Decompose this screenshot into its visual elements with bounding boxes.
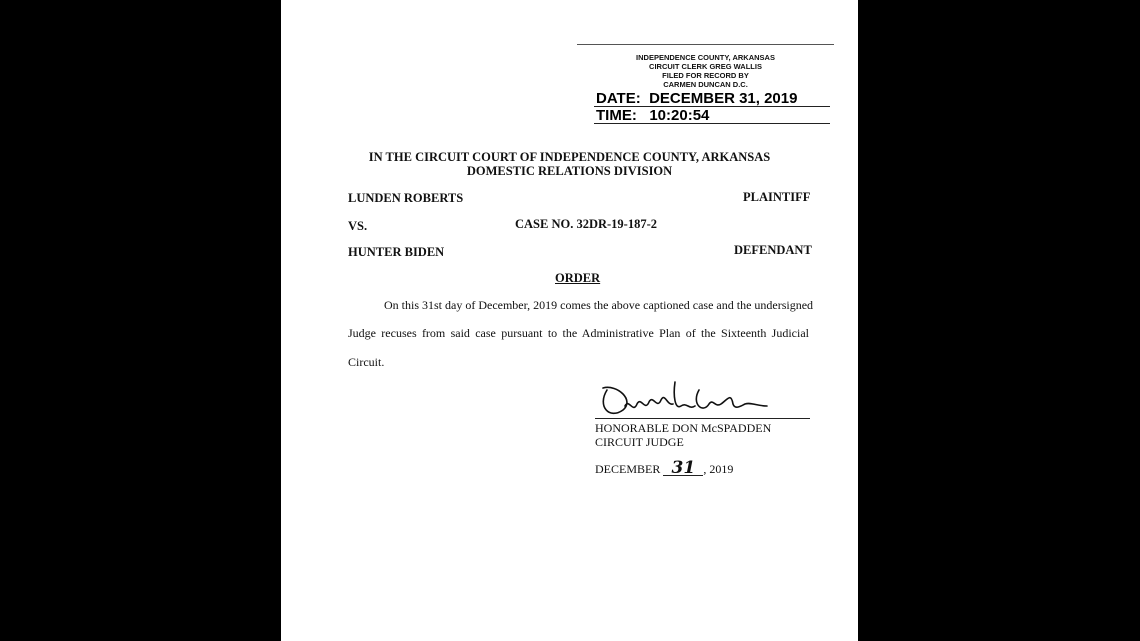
stamp-deputy: CARMEN DUNCAN D.C. <box>663 80 748 89</box>
document-page <box>281 0 858 641</box>
stamp-time-label: TIME: <box>596 107 637 124</box>
signature-date <box>595 458 734 478</box>
order-text-line-1: On this 31st day of December, 2019 comes the above captioned case and the undersigned <box>384 298 814 312</box>
stamp-info <box>577 53 834 89</box>
signature-date-prefix: DECEMBER <box>595 462 661 476</box>
filing-stamp <box>577 44 834 124</box>
stamp-time-underline <box>594 123 830 124</box>
stamp-date <box>596 90 797 107</box>
stamp-time-value: 10:20:54 <box>649 107 710 124</box>
defendant-name: HUNTER BIDEN <box>348 245 445 259</box>
signature-line <box>595 418 810 419</box>
case-number: CASE NO. 32DR-19-187-2 <box>515 217 658 231</box>
judge-signature <box>595 376 775 422</box>
defendant-label: DEFENDANT <box>734 243 812 257</box>
stamp-filed-by: FILED FOR RECORD BY <box>662 71 749 80</box>
court-heading: IN THE CIRCUIT COURT OF INDEPENDENCE COUNTY, ARKANSAS <box>368 150 771 164</box>
stamp-date-label: DATE: <box>596 90 641 107</box>
order-text-line-2: Judge recuses from said case pursuant to the Administrative Plan of the Sixteenth Judicial <box>348 326 809 340</box>
plaintiff-label: PLAINTIFF <box>743 190 811 204</box>
plaintiff-name: LUNDEN ROBERTS <box>348 191 464 205</box>
stamp-county: INDEPENDENCE COUNTY, ARKANSAS <box>636 53 775 62</box>
judge-title: CIRCUIT JUDGE <box>595 435 684 449</box>
signature-date-day: 31 <box>663 461 703 476</box>
signature-date-suffix: , 2019 <box>703 462 734 476</box>
stamp-top-line <box>577 44 834 45</box>
judge-name: HONORABLE DON McSPADDEN <box>595 421 772 435</box>
stamp-clerk: CIRCUIT CLERK GREG WALLIS <box>649 62 762 71</box>
order-text-line-3: Circuit. <box>348 355 385 369</box>
vs-label: VS. <box>348 219 368 233</box>
order-title: ORDER <box>555 271 601 285</box>
division-heading: DOMESTIC RELATIONS DIVISION <box>466 164 673 178</box>
stamp-time <box>596 107 709 124</box>
stamp-date-value: DECEMBER 31, 2019 <box>649 90 798 107</box>
